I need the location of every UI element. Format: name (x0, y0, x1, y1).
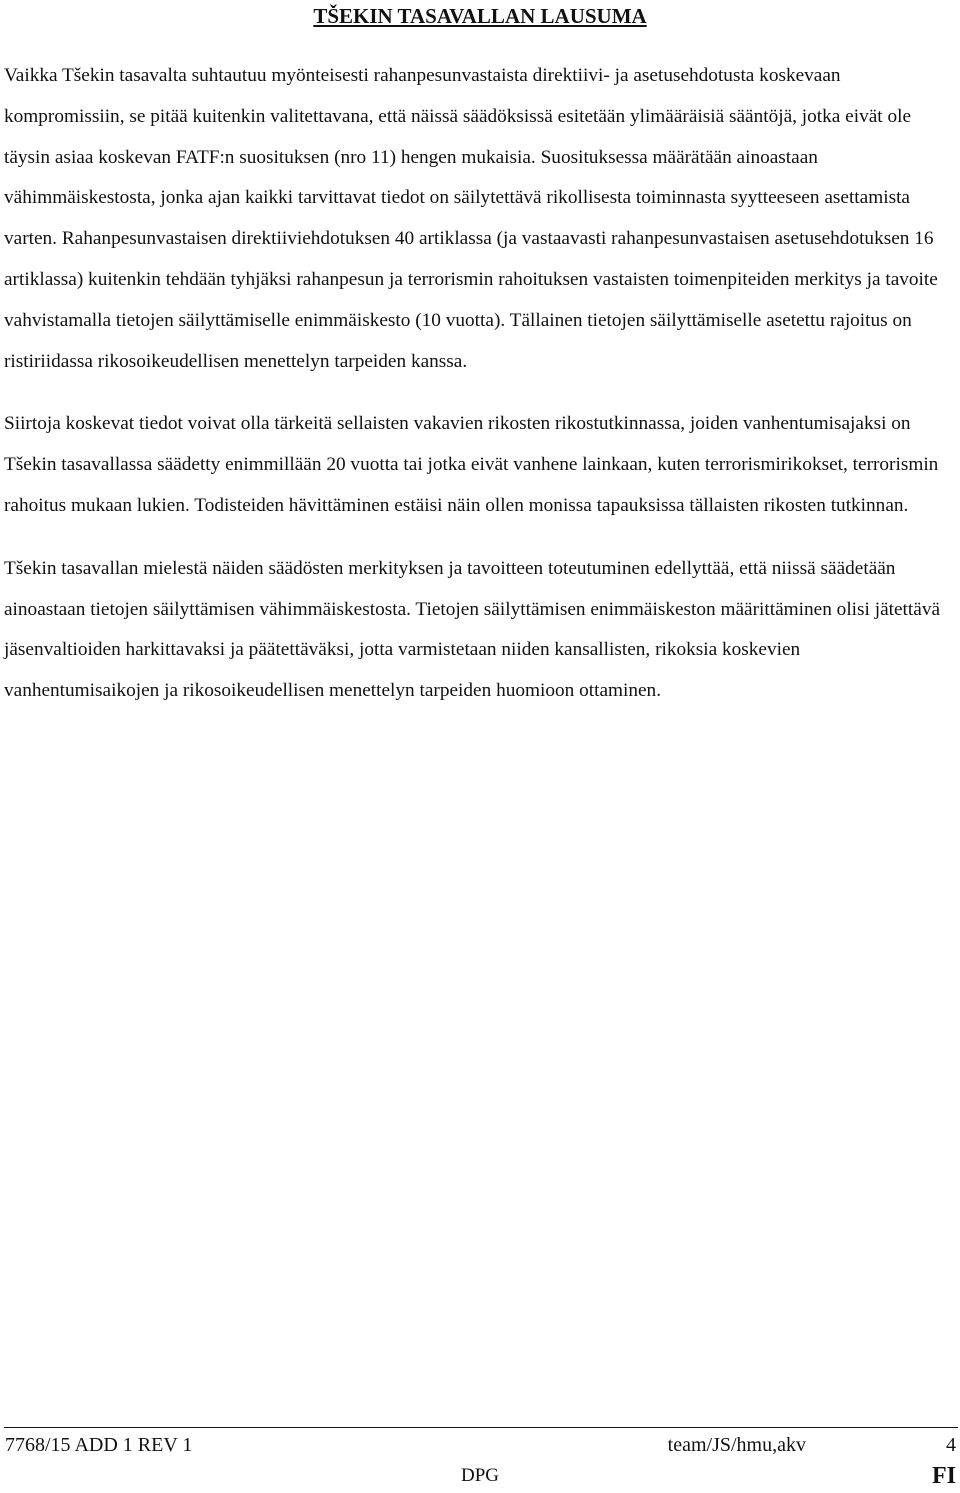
document-body (4, 56, 952, 734)
footer-page-number: 4 (946, 1434, 956, 1456)
document-title: TŠEKIN TASAVALLAN LAUSUMA (313, 4, 647, 28)
paragraph-2: Siirtoja koskevat tiedot voivat olla tärkeitä sellaisten vakavien rikosten rikostutkinnassa, joiden vanhentumisajaksi on Tšekin tasavallassa säädetty enimmillään 20 vuotta tai jotka eivät vanhene lainkaan, kuten terrorismirikokset, terrorismin rahoitus mukaan lukien. Todisteiden hävittäminen estäisi näin ollen monissa tapauksissa tällaisten rikosten tutkinnan. (4, 413, 939, 516)
footer-team-code: team/JS/hmu,akv (667, 1434, 806, 1456)
footer-divider (4, 1427, 958, 1428)
paragraph-1: Vaikka Tšekin tasavalta suhtautuu myönteisesti rahanpesunvastaista direktiivi- ja asetusehdotusta koskevaan kompromissiin, se pitää kuitenkin valitettavana, että näissä säädöksissä esitetään ylimääräisiä sääntöjä, jotka eivät ole täysin asiaa koskevan FATF:n suosituksen (nro 11) hengen mukaisia. Suosituksessa määrätään ainoastaan vähimmäiskestosta, jonka ajan kaikki tarvittavat tiedot on säilytettävä rikollisesta toiminnasta syytteeseen asettamista varten. Rahanpesunvastaisen direktiiviehdotuksen 40 artiklassa (ja vastaavasti rahanpesunvastaisen asetusehdotuksen 16 artiklassa) kuitenkin tehdään tyhjäksi rahanpesun ja terrorismin rahoituksen vastaisten toimenpiteiden merkitys ja tavoite vahvistamalla tietojen säilyttämiselle enimmäiskesto (10 vuotta). Tällainen tietojen säilyttämiselle asetettu rajoitus on ristiriidassa rikosoikeudellisen menettelyn tarpeiden kanssa. (4, 65, 938, 372)
paragraph-3: Tšekin tasavallan mielestä näiden säädösten merkityksen ja tavoitteen toteutuminen edellyttää, että niissä säädetään ainoastaan tietojen säilyttämisen vähimmäiskestosta. Tietojen säilyttämisen enimmäiskeston määrittäminen olisi jätettävä jäsenvaltioiden harkittavaksi ja päätettäväksi, jotta varmistetaan niiden kansallisten, rikoksia koskevien vanhentumisaikojen ja rikosoikeudellisen menettelyn tarpeiden huomioon ottaminen. (4, 557, 941, 702)
footer-department: DPG (460, 1465, 499, 1486)
footer-language-code: FI (932, 1463, 956, 1489)
footer-document-reference: 7768/15 ADD 1 REV 1 (5, 1434, 193, 1456)
